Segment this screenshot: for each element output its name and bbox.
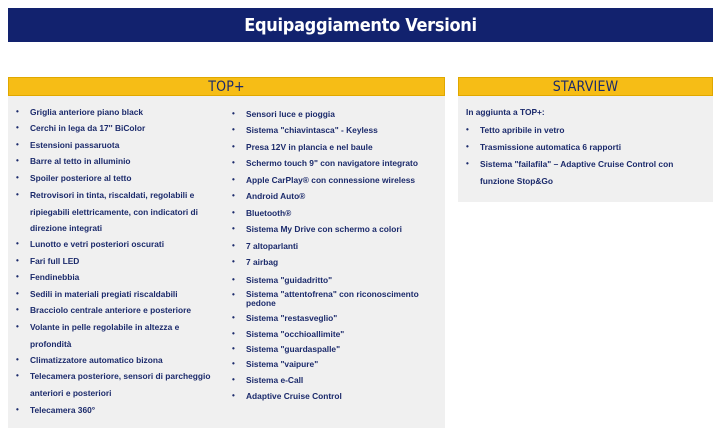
bullet-icon: • (16, 289, 19, 298)
list-item: • Sedili in materiali pregiati riscaldabili (16, 286, 226, 303)
list-item: • Bracciolo centrale anteriore e posteriore (16, 302, 226, 319)
top-plus-heading: TOP+ (8, 77, 445, 96)
list-item: • Sistema "restasveglio" (232, 310, 442, 327)
bullet-icon: • (16, 140, 19, 149)
bullet-icon: • (232, 241, 235, 250)
bullet-icon: • (232, 158, 235, 167)
bullet-icon: • (232, 109, 235, 118)
list-item: • Sistema My Drive con schermo a colori (232, 221, 442, 238)
bullet-icon: • (16, 305, 19, 314)
list-item: • Sistema "guardaspalle" (232, 341, 442, 358)
list-item: • Presa 12V in plancia e nel baule (232, 139, 442, 156)
bullet-icon: • (232, 125, 235, 134)
bullet-icon: • (16, 355, 19, 364)
bullet-icon: • (232, 224, 235, 233)
list-item: • Telecamera posteriore, sensori di parcheggio anteriori e posteriori (16, 368, 230, 401)
top-plus-panel (8, 77, 445, 428)
bullet-icon: • (232, 175, 235, 184)
bullet-icon: • (232, 290, 235, 299)
bullet-icon: • (16, 190, 19, 199)
bullet-icon: • (16, 156, 19, 165)
starview-intro: In aggiunta a TOP+: (466, 107, 545, 117)
bullet-icon: • (232, 329, 235, 338)
bullet-icon: • (16, 371, 19, 380)
list-item: • Telecamera 360° (16, 402, 226, 419)
list-item: • Schermo touch 9" con navigatore integrato (232, 155, 444, 172)
list-item: • Retrovisori in tinta, riscaldati, regolabili e ripiegabili elettricamente, con indicatori di direzione integrati (16, 187, 224, 237)
bullet-icon: • (16, 256, 19, 265)
list-item: • Sistema "vaipure" (232, 356, 442, 373)
bullet-icon: • (16, 173, 19, 182)
list-item: • Trasmissione automatica 6 rapporti (466, 139, 706, 156)
bullet-icon: • (232, 391, 235, 400)
list-item: • Spoiler posteriore al tetto (16, 170, 226, 187)
list-item: • Sensori luce e pioggia (232, 106, 442, 123)
bullet-icon: • (16, 107, 19, 116)
list-item: • Tetto apribile in vetro (466, 122, 706, 139)
list-item: • Climatizzatore automatico bizona (16, 352, 226, 369)
page-title: Equipaggiamento Versioni (8, 8, 713, 42)
list-item: • Bluetooth® (232, 205, 442, 222)
list-item: • Fari full LED (16, 253, 226, 270)
list-item: • Sistema "occhioallimite" (232, 326, 442, 343)
list-item: • Sistema "chiavintasca" - Keyless (232, 122, 442, 139)
list-item: • Fendinebbia (16, 269, 226, 286)
bullet-icon: • (466, 142, 469, 151)
bullet-icon: • (232, 313, 235, 322)
bullet-icon: • (466, 125, 469, 134)
list-item: • Apple CarPlay® con connessione wireless (232, 172, 444, 189)
starview-heading: STARVIEW (458, 77, 713, 96)
list-item: • Cerchi in lega da 17'' BiColor (16, 120, 226, 137)
bullet-icon: • (16, 123, 19, 132)
bullet-icon: • (232, 359, 235, 368)
list-item: • 7 airbag (232, 254, 442, 271)
bullet-icon: • (16, 239, 19, 248)
list-item: • Adaptive Cruise Control (232, 388, 442, 405)
list-item: • Android Auto® (232, 188, 442, 205)
list-item: • Sistema "guidadritto" (232, 272, 442, 289)
starview-panel (458, 77, 713, 202)
list-item: • 7 altoparlanti (232, 238, 442, 255)
list-item: • Volante in pelle regolabile in altezza e profondità (16, 319, 211, 352)
list-item: • Sistema "attentofrena" con riconoscimento pedone (232, 289, 419, 308)
bullet-icon: • (232, 191, 235, 200)
bullet-icon: • (232, 375, 235, 384)
bullet-icon: • (232, 257, 235, 266)
bullet-icon: • (16, 322, 19, 331)
bullet-icon: • (16, 272, 19, 281)
list-item: • Lunotto e vetri posteriori oscurati (16, 236, 226, 253)
bullet-icon: • (232, 344, 235, 353)
list-item: • Sistema e-Call (232, 372, 442, 389)
list-item: • Sistema "failafila" – Adaptive Cruise Control con funzione Stop&Go (466, 156, 706, 189)
bullet-icon: • (232, 142, 235, 151)
list-item: • Griglia anteriore piano black (16, 104, 226, 121)
bullet-icon: • (16, 405, 19, 414)
bullet-icon: • (232, 275, 235, 284)
bullet-icon: • (232, 208, 235, 217)
list-item: • Estensioni passaruota (16, 137, 226, 154)
bullet-icon: • (466, 159, 469, 168)
list-item: • Barre al tetto in alluminio (16, 153, 226, 170)
